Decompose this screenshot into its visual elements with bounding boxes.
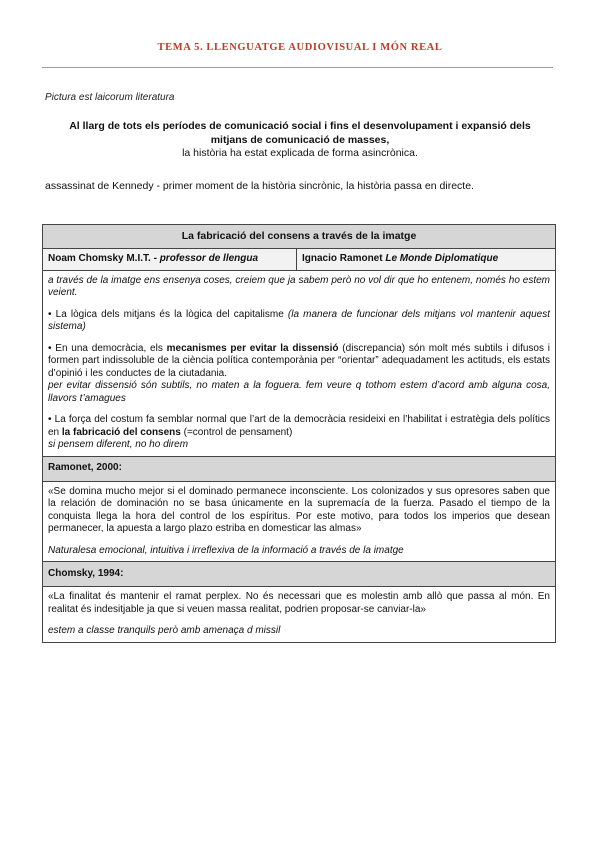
author2-publication: Le Monde Diplomatique: [385, 253, 499, 264]
custom-text-b: (=control de pensament): [180, 426, 293, 438]
ramonet-heading: Ramonet, 2000:: [43, 456, 556, 481]
table-title: La fabricació del consens a través de la imatge: [43, 225, 556, 249]
intro-normal-line: la història ha estat explicada de forma asincrònica.: [182, 147, 418, 159]
custom-note: si pensem diferent, no ho direm: [48, 439, 189, 450]
author-ramonet-cell: [297, 249, 556, 271]
intro-bold-line: Al llarg de tots els períodes de comunicació social i fins el desenvolupament i expansió dels mitjans de comunicació de masses,: [69, 120, 531, 146]
custom-text-a: • La força del costum fa semblar normal que l’art de la democràcia resideixi en l’habilitat i estratègia dels polítics en: [48, 414, 550, 438]
author1-role: professor de llengua: [159, 253, 259, 264]
author1-name: Noam Chomsky M.I.T. -: [48, 253, 160, 264]
paragraph-image-teaching: a través de la imatge ens ensenya coses, creiem que ja sabem però no vol dir que ho entenem, només ho estem veient.: [48, 274, 550, 298]
kennedy-note: assassinat de Kennedy - primer moment de la història sincrònic, la història passa en directe.: [45, 180, 474, 192]
dissent-bold: mecanismes per evitar la dissensió: [166, 342, 339, 354]
consensus-table: [42, 224, 556, 643]
header-divider: [42, 67, 553, 68]
media-logic-text: • La lògica dels mitjans és la lògica del capitalisme: [48, 308, 288, 320]
chomsky-cell: [43, 587, 556, 643]
media-logic-note: (la manera de funcionar dels mitjans vol mantenir aquest sistema): [48, 308, 550, 332]
main-notes-cell: [43, 270, 556, 456]
ramonet-note: Naturalesa emocional, intuitiva i irreflexiva de la informació a través de la imatge: [48, 544, 404, 556]
dissent-text-a: • En una democràcia, els: [48, 342, 167, 354]
chomsky-quote: «La finalitat és mantenir el ramat perplex. No és necessari que es molestin amb allò que passa al món. En realitat és indesitjable ja que si veuen massa realitat, podrien proposar-se canviar-la»: [48, 591, 550, 615]
author-chomsky-cell: [43, 249, 297, 271]
latin-quote: Pictura est laicorum literatura: [45, 92, 175, 103]
author2-name: Ignacio Ramonet: [302, 253, 386, 264]
paragraph-custom: [48, 414, 550, 452]
paragraph-dissent: [48, 343, 550, 406]
intro-block: [50, 120, 550, 161]
chomsky-note: estem a classe tranquils però amb amenaça d missil: [48, 625, 281, 636]
dissent-note: per evitar dissensió són subtils, no maten a la foguera. fem veure q tothom estem d’acord amb alguna cosa, llavors t’amagues: [48, 380, 550, 404]
document-header-title: TEMA 5. LLENGUATGE AUDIOVISUAL I MÓN REAL: [157, 42, 443, 53]
custom-bold: la fabricació del consens: [61, 426, 181, 438]
chomsky-heading: Chomsky, 1994:: [43, 562, 556, 587]
dissent-text-b: (discrepancia) són molt més subtils i difusos i formen part indissoluble de la ciència política contemporània per “orientar” adequadament les actituds, els estats d’opinió i les conductes de la ciutadania.: [48, 342, 550, 379]
paragraph-media-logic: [48, 309, 550, 334]
ramonet-quote: «Se domina mucho mejor si el dominado permanece inconsciente. Los colonizados y sus opresores saben que la relación de dominación no se basa únicamente en la supremacía de la fuerza. Pasado el tiempo de la conquista llega la hora del control de los espíritus. Por este motivo, para todos los imperios que desean permanecer, la apuesta a largo plazo estriba en domesticar las almas»: [48, 485, 550, 534]
ramonet-cell: [43, 481, 556, 562]
